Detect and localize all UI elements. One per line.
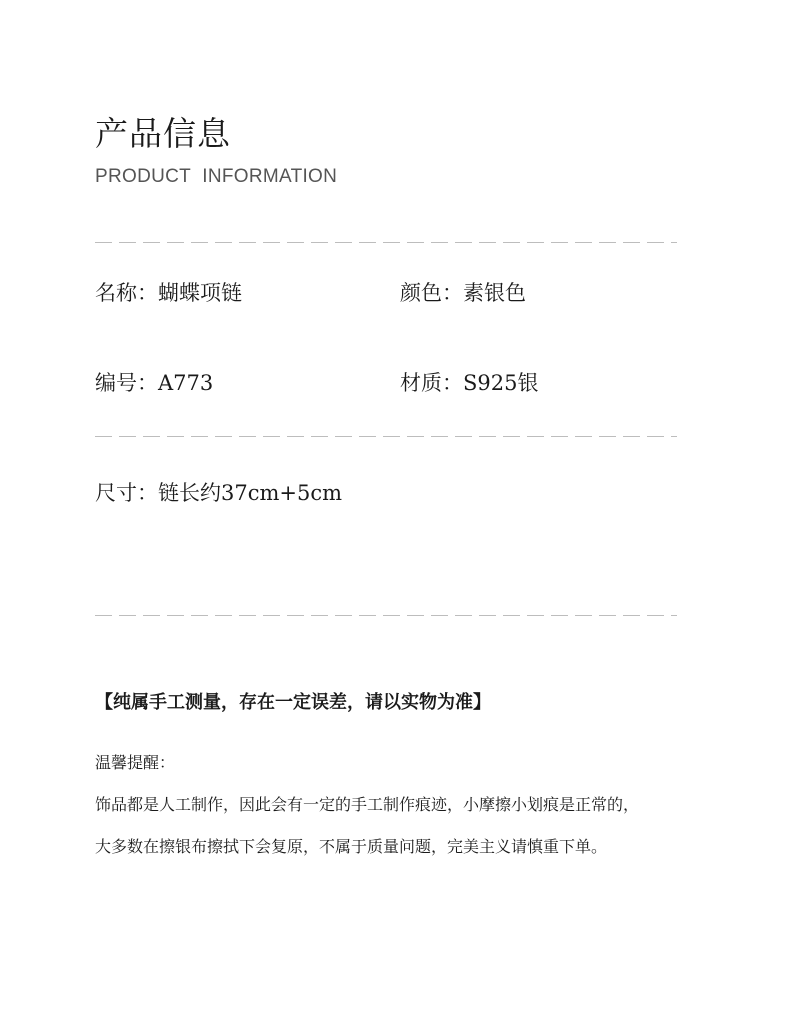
product-name: 名称：蝴蝶项链 (95, 281, 242, 305)
page-subtitle: PRODUCT INFORMATION (95, 166, 338, 187)
product-color: 颜色：素银色 (400, 281, 526, 305)
measurement-notice: 【纯属手工测量，存在一定误差，请以实物为准】 (95, 692, 491, 713)
divider (95, 436, 677, 437)
product-code: 编号：A773 (95, 371, 214, 395)
divider (95, 242, 677, 243)
tip-title: 温馨提醒： (95, 753, 176, 772)
product-size: 尺寸：链长约37cm+5cm (95, 481, 343, 505)
divider (95, 615, 677, 616)
product-material: 材质：S925银 (400, 371, 539, 395)
tip-line: 大多数在擦银布擦拭下会复原，不属于质量问题，完美主义请慎重下单。 (95, 837, 608, 856)
tip-line: 饰品都是人工制作，因此会有一定的手工制作痕迹，小摩擦小划痕是正常的， (95, 795, 640, 814)
page-title: 产品信息 (95, 114, 231, 153)
